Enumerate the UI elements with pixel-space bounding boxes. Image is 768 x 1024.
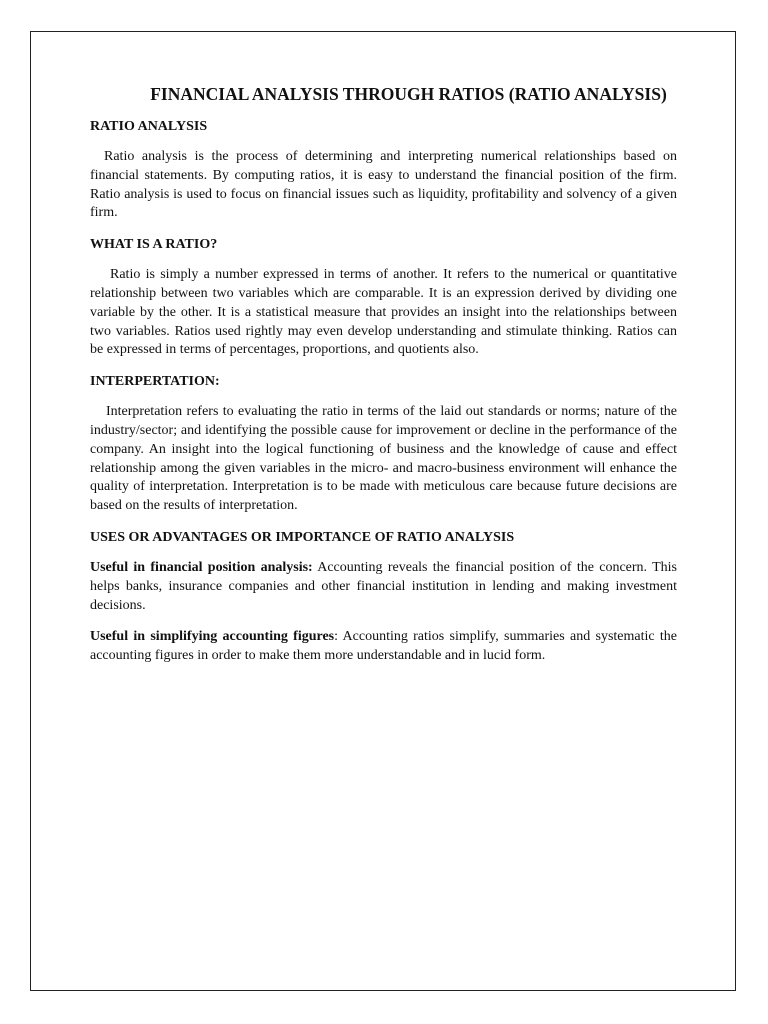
use-item-body: Accounting reveals the financial position of the concern. This helps banks, insurance companies and other financial institution in lending and making investment decisions. xyxy=(90,559,677,613)
heading-uses-advantages: USES OR ADVANTAGES OR IMPORTANCE OF RATIO ANALYSIS xyxy=(90,529,515,545)
document-content xyxy=(90,82,677,679)
use-item-lead: Useful in financial position analysis: xyxy=(90,559,313,575)
paragraph-interpretation: Interpretation refers to evaluating the ratio in terms of the laid out standards or norms; nature of the industry/sector; and identifying the possible cause for improvement or decline in the performance of the company. An insight into the logical functioning of business and the knowledge of cause and effect relationship among the given variables in the micro- and macro-business environment will enhance the quality of interpretation. Interpretation is to be made with meticulous care because future decisions are based on the results of interpretation. xyxy=(90,404,677,514)
use-item-body: : Accounting ratios simplify, summaries and systematic the accounting figures in order to make them more understandable and in lucid form. xyxy=(90,629,677,664)
heading-interpretation: INTERPERTATION: xyxy=(90,374,220,390)
paragraph-ratio-analysis: Ratio analysis is the process of determining and interpreting numerical relationships based on financial statements. By computing ratios, it is easy to understand the financial position of the firm. Ratio analysis is used to focus on financial issues such as liquidity, profitability and solvency of a given firm. xyxy=(90,149,677,221)
paragraph-what-is-a-ratio: Ratio is simply a number expressed in terms of another. It refers to the numerical or quantitative relationship between two variables which are comparable. It is an expression derived by dividing one variable by the other. It is a statistical measure that provides an insight into the relationships between two variables. Ratios used rightly may even develop understanding and stimulate thinking. Ratios can be expressed in terms of percentages, proportions, and quotients also. xyxy=(90,267,677,358)
document-title: FINANCIAL ANALYSIS THROUGH RATIOS (RATIO ANALYSIS) xyxy=(150,84,667,104)
use-item-financial-position xyxy=(90,559,677,615)
heading-ratio-analysis: RATIO ANALYSIS xyxy=(90,119,208,134)
use-item-lead: Useful in simplifying accounting figures xyxy=(90,629,335,645)
heading-what-is-a-ratio: WHAT IS A RATIO? xyxy=(90,237,218,253)
use-item-simplifying-figures xyxy=(90,628,677,666)
